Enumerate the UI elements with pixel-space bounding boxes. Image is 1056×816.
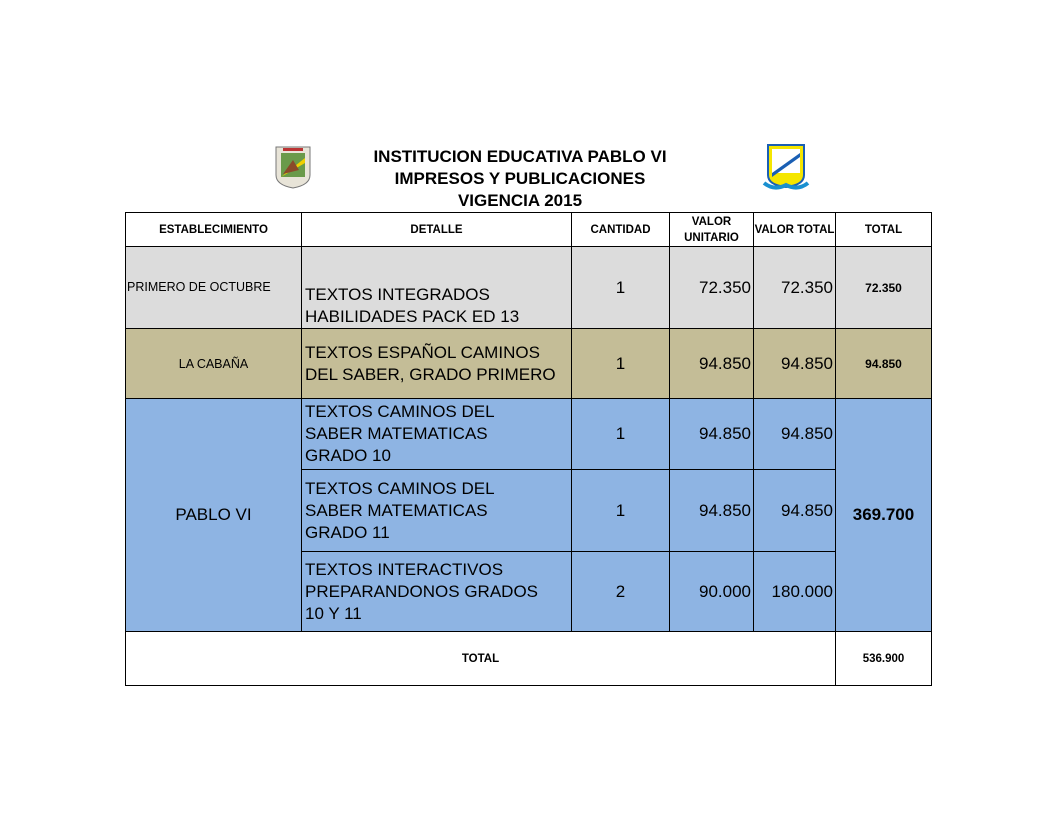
total-cell: 94.850 (835, 328, 932, 399)
detalle-cell: TEXTOS INTEGRADOS HABILIDADES PACK ED 13 (301, 246, 572, 329)
col-header-cantidad: CANTIDAD (571, 212, 670, 247)
valor-total-cell: 94.850 (753, 469, 836, 552)
unitario-cell: 94.850 (669, 398, 754, 470)
col-header-valor-unitario: VALOR UNITARIO (669, 212, 754, 247)
valor-total-cell: 94.850 (753, 398, 836, 470)
valor-total-cell: 94.850 (753, 328, 836, 399)
header-line-1: INSTITUCION EDUCATIVA PABLO VI (373, 147, 667, 166)
unitario-cell: 94.850 (669, 469, 754, 552)
detalle-cell: TEXTOS CAMINOS DEL SABER MATEMATICAS GRADO 10 (301, 398, 572, 470)
municipal-crest-logo (273, 144, 313, 190)
cantidad-cell: 1 (571, 246, 670, 329)
unitario-cell: 90.000 (669, 551, 754, 632)
detalle-cell: TEXTOS CAMINOS DEL SABER MATEMATICAS GRADO 11 (301, 469, 572, 552)
total-cell: 72.350 (835, 246, 932, 329)
valor-total-cell: 72.350 (753, 246, 836, 329)
cantidad-cell: 1 (571, 469, 670, 552)
col-header-detalle: DETALLE (301, 212, 572, 247)
col-header-total: TOTAL (835, 212, 932, 247)
header-line-2: IMPRESOS Y PUBLICACIONES (394, 169, 646, 188)
unitario-cell: 94.850 (669, 328, 754, 399)
establecimiento-cell: LA CABAÑA (125, 328, 302, 399)
detalle-cell: TEXTOS ESPAÑOL CAMINOS DEL SABER, GRADO PRIMERO (301, 328, 572, 399)
cantidad-cell: 1 (571, 398, 670, 470)
detalle-cell: TEXTOS INTERACTIVOS PREPARANDONOS GRADOS 10 Y 11 (301, 551, 572, 632)
col-header-valor-total: VALOR TOTAL (753, 212, 836, 247)
pablo-total-cell: 369.700 (835, 398, 932, 632)
valor-total-cell: 180.000 (753, 551, 836, 632)
cantidad-cell: 2 (571, 551, 670, 632)
grand-total-value: 536.900 (835, 631, 932, 686)
header-line-3: VIGENCIA 2015 (457, 191, 583, 210)
unitario-cell: 72.350 (669, 246, 754, 329)
cantidad-cell: 1 (571, 328, 670, 399)
school-crest-logo (762, 143, 810, 193)
establecimiento-cell: PRIMERO DE OCTUBRE (125, 246, 302, 329)
grand-total-label: TOTAL (125, 631, 836, 686)
establecimiento-cell: PABLO VI (125, 398, 302, 632)
col-header-establecimiento: ESTABLECIMIENTO (125, 212, 302, 247)
